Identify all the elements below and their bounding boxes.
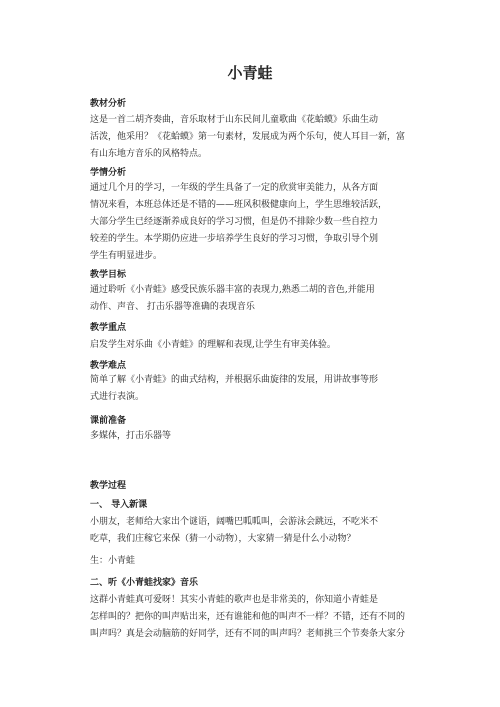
paragraph-step-listen: [90, 592, 412, 643]
text-line: 有山东地方音乐的风格特点。: [90, 149, 208, 159]
paragraph-step-intro: [90, 514, 412, 548]
text-line: 怎样叫的？把你的叫声贴出来，还有谁能和他的叫声不一样？不错，还有不同的: [90, 612, 406, 622]
text-line: 简单了解《小青蛙》的曲式结构，并根据乐曲旋律的发展，用讲故事等形: [90, 375, 379, 385]
text-line: 通过聆听《小青蛙》感受民族乐器丰富的表现力,熟悉二胡的音色,并能用: [90, 285, 375, 295]
paragraph-student-analysis: [90, 180, 412, 265]
text-line: 多媒体，打击乐器等: [90, 431, 172, 441]
heading-teaching-process: 教学过程: [90, 481, 127, 491]
heading-step-intro: 一、 导入新课: [90, 500, 148, 510]
text-line: 较差的学生。本学期仍应进一步培养学生良好的学习习惯，争取引导个别: [90, 234, 379, 244]
heading-material-analysis: 教材分析: [90, 99, 127, 109]
text-line: 情况来看，本班总体还是不错的——班风积极健康向上，学生思维较活跃，: [90, 200, 388, 210]
text-line: 叫声吗？真是会动脑筋的好同学，还有不同的叫声吗？老师挑三个节奏条大家分: [90, 629, 406, 639]
text-line: 这群小青蛙真可爱呀！其实小青蛙的歌声也是非常美的，你知道小青蛙是: [90, 595, 379, 605]
text-line: 吃草，我们庄稼它来保（猜一小动物），大家猜一猜是什么小动物？: [90, 534, 356, 544]
text-line: 动作、声音、 打击乐器等准确的表现音乐: [90, 302, 255, 312]
text-line: 通过几个月的学习，一年级的学生具备了一定的欣赏审美能力，从各方面: [90, 183, 379, 193]
text-line: 这是一首二胡齐奏曲，音乐取材于山东民间儿童歌曲《花蛤蟆》乐曲生动: [90, 115, 379, 125]
text-line: 启发学生对乐曲《小青蛙》的理解和表现,让学生有审美体验。: [90, 340, 336, 350]
heading-teaching-goals: 教学目标: [90, 270, 127, 280]
paragraph-difficulties: [90, 372, 412, 406]
document-title: 小青蛙: [227, 64, 273, 82]
text-line: 学生有明显进步。: [90, 251, 163, 261]
heading-key-points: 教学重点: [90, 323, 127, 333]
text-line: 大部分学生已经逐渐养成良好的学习习惯，但是仍不排除少数一些自控力: [90, 217, 379, 227]
heading-preparation: 课前准备: [90, 416, 127, 426]
heading-student-analysis: 学情分析: [90, 168, 127, 178]
text-line: 小朋友，老师给大家出个谜语，阔嘴巴呱呱叫，会游泳会跳远，不吃米不: [90, 517, 379, 527]
student-answer: [90, 553, 412, 570]
heading-difficulties: 教学难点: [90, 361, 127, 371]
text-line: 活泼，他采用？《花蛤蟆》第一句素材，发展成为两个乐句，使人耳目一新，富: [90, 132, 406, 142]
paragraph-preparation: [90, 428, 412, 445]
paragraph-key-points: [90, 337, 412, 354]
paragraph-teaching-goals: [90, 282, 412, 316]
text-line: 式进行表演。: [90, 392, 145, 402]
paragraph-material-analysis: [90, 112, 412, 163]
text-line: 生：小青蛙: [90, 556, 136, 566]
heading-step-listen: 二、听《小青蛙找家》音乐: [90, 578, 199, 588]
